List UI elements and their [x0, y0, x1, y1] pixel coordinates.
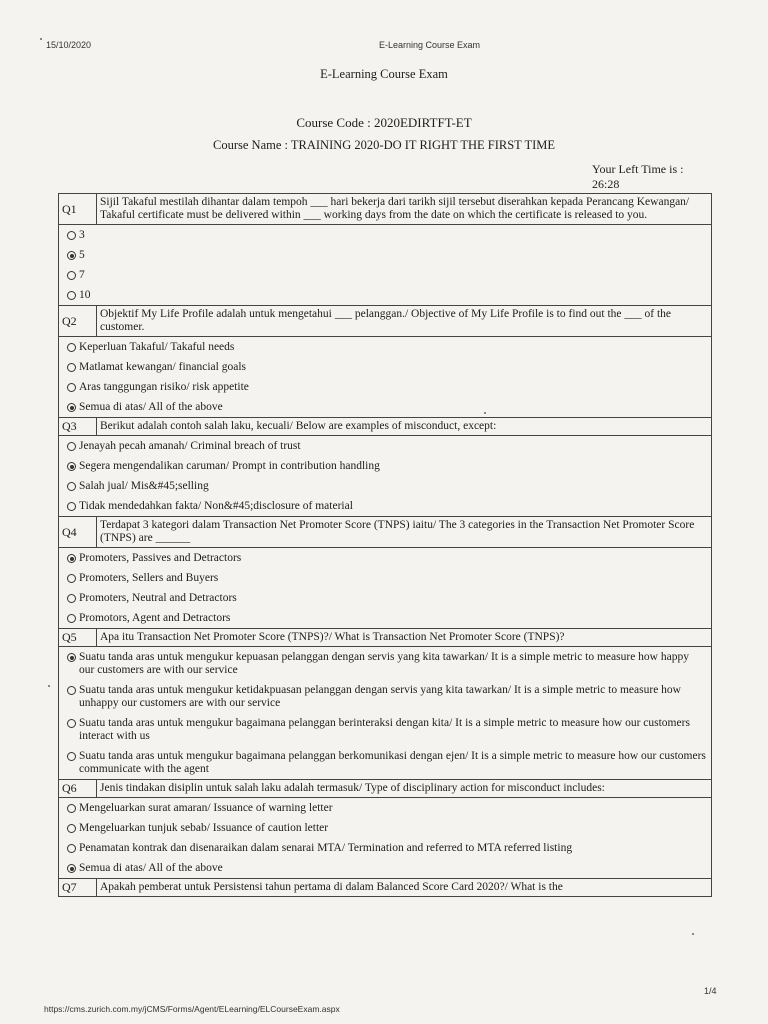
print-url: https://cms.zurich.com.my/jCMS/Forms/Agent/ELearning/ELCourseExam.aspx [44, 1004, 340, 1014]
scan-speck [40, 38, 42, 40]
answer-option-label: Keperluan Takaful/ Takaful needs [79, 341, 235, 353]
answer-option[interactable] [59, 476, 711, 496]
question-row [59, 780, 712, 798]
answer-option[interactable] [59, 746, 711, 779]
radio-unselected-icon[interactable] [67, 231, 76, 240]
answer-options [59, 548, 712, 629]
answer-option-label: Promoters, Neutral and Detractors [79, 592, 237, 604]
answer-options [59, 337, 712, 418]
radio-unselected-icon[interactable] [67, 383, 76, 392]
radio-selected-icon[interactable] [67, 251, 76, 260]
answer-options [59, 436, 712, 517]
answer-option[interactable] [59, 285, 711, 305]
time-remaining [592, 162, 683, 192]
answer-option-label: 10 [79, 289, 91, 301]
answer-option[interactable] [59, 647, 711, 680]
radio-unselected-icon[interactable] [67, 804, 76, 813]
scan-speck [484, 412, 486, 414]
answer-option-label: 5 [79, 249, 85, 261]
answer-option-label: Promoters, Sellers and Buyers [79, 572, 219, 584]
radio-unselected-icon[interactable] [67, 824, 76, 833]
answer-option[interactable] [59, 680, 711, 713]
course-code: Course Code : 2020EDIRTFT-ET [296, 115, 472, 130]
question-text: Apa itu Transaction Net Promoter Score (TNPS)?/ What is Transaction Net Promoter Score (TNPS)? [97, 629, 712, 647]
answer-option[interactable] [59, 818, 711, 838]
answer-option-label: Semua di atas/ All of the above [79, 401, 223, 413]
question-text: Terdapat 3 kategori dalam Transaction Net Promoter Score (TNPS) iaitu/ The 3 categories in the Transaction Net Promoter Score (TNPS) are ______ [97, 517, 712, 548]
question-text: Sijil Takaful mestilah dihantar dalam tempoh ___ hari bekerja dari tarikh sijil tersebut diserahkan kepada Perancang Kewangan/ Takaful certificate must be delivered within ___ working days from the date on which the certificate is released to you. [97, 194, 712, 225]
radio-unselected-icon[interactable] [67, 482, 76, 491]
answer-options [59, 225, 712, 306]
answer-option-label: Suatu tanda aras untuk mengukur kepuasan pelanggan dengan servis yang kita tawarkan/ It is a simple metric to measure how happy our customers are with our service [79, 651, 689, 676]
answer-option[interactable] [59, 568, 711, 588]
radio-unselected-icon[interactable] [67, 442, 76, 451]
question-number: Q6 [59, 780, 97, 798]
radio-unselected-icon[interactable] [67, 594, 76, 603]
radio-unselected-icon[interactable] [67, 291, 76, 300]
answer-option[interactable] [59, 337, 711, 357]
options-row [59, 798, 712, 879]
radio-unselected-icon[interactable] [67, 686, 76, 695]
answer-option-label: Suatu tanda aras untuk mengukur ketidakpuasan pelanggan dengan servis yang kita tawarkan/ It is a simple metric to measure how unhappy our customers are with our service [79, 684, 681, 709]
answer-option[interactable] [59, 713, 711, 746]
radio-selected-icon[interactable] [67, 462, 76, 471]
answer-option[interactable] [59, 548, 711, 568]
answer-option[interactable] [59, 838, 711, 858]
exam-title: E-Learning Course Exam [320, 67, 448, 81]
exam-question-table [58, 193, 712, 897]
radio-unselected-icon[interactable] [67, 271, 76, 280]
question-number: Q7 [59, 879, 97, 897]
radio-unselected-icon[interactable] [67, 502, 76, 511]
options-row [59, 225, 712, 306]
answer-option-label: Promotors, Agent and Detractors [79, 612, 231, 624]
answer-option-label: 7 [79, 269, 85, 281]
answer-option-label: Mengeluarkan surat amaran/ Issuance of warning letter [79, 802, 333, 814]
answer-option-label: Matlamat kewangan/ financial goals [79, 361, 247, 373]
answer-options [59, 647, 712, 780]
answer-option-label: Mengeluarkan tunjuk sebab/ Issuance of caution letter [79, 822, 329, 834]
print-date: 15/10/2020 [46, 40, 92, 50]
question-row [59, 418, 712, 436]
question-row [59, 194, 712, 225]
question-text: Jenis tindakan disiplin untuk salah laku adalah termasuk/ Type of disciplinary action for misconduct includes: [97, 780, 712, 798]
radio-selected-icon[interactable] [67, 403, 76, 412]
radio-unselected-icon[interactable] [67, 752, 76, 761]
time-label: Your Left Time is : [592, 162, 684, 176]
radio-selected-icon[interactable] [67, 554, 76, 563]
question-number: Q1 [59, 194, 97, 225]
radio-unselected-icon[interactable] [67, 363, 76, 372]
answer-option-label: Promoters, Passives and Detractors [79, 552, 242, 564]
time-value: 26:28 [592, 177, 620, 191]
question-number: Q4 [59, 517, 97, 548]
answer-option[interactable] [59, 496, 711, 516]
answer-option[interactable] [59, 245, 711, 265]
options-row [59, 436, 712, 517]
radio-unselected-icon[interactable] [67, 844, 76, 853]
radio-unselected-icon[interactable] [67, 719, 76, 728]
answer-option[interactable] [59, 858, 711, 878]
question-text: Objektif My Life Profile adalah untuk mengetahui ___ pelanggan./ Objective of My Life Profile is to find out the ___ of the customer. [97, 306, 712, 337]
answer-option-label: Suatu tanda aras untuk mengukur bagaimana pelanggan berkomunikasi dengan ejen/ It is a simple metric to measure how our customers communicate with the agent [79, 750, 706, 775]
answer-option-label: Penamatan kontrak dan disenaraikan dalam senarai MTA/ Termination and referred to MTA referred listing [79, 842, 573, 854]
print-title: E-Learning Course Exam [379, 40, 481, 50]
answer-options [59, 798, 712, 879]
answer-option-label: Tidak mendedahkan fakta/ Non&#45;disclosure of material [79, 500, 353, 512]
scan-speck [48, 685, 50, 687]
radio-selected-icon[interactable] [67, 653, 76, 662]
answer-option-label: Suatu tanda aras untuk mengukur bagaimana pelanggan berinteraksi dengan kita/ It is a simple metric to measure how our customers interact with us [79, 717, 690, 742]
answer-option[interactable] [59, 456, 711, 476]
question-text: Berikut adalah contoh salah laku, kecuali/ Below are examples of misconduct, except: [97, 418, 712, 436]
question-row [59, 629, 712, 647]
course-name: Course Name : TRAINING 2020-DO IT RIGHT THE FIRST TIME [213, 138, 555, 152]
answer-option[interactable] [59, 798, 711, 818]
answer-option-label: Semua di atas/ All of the above [79, 862, 223, 874]
answer-option[interactable] [59, 608, 711, 628]
print-page-number: 1/4 [704, 986, 717, 996]
answer-option[interactable] [59, 357, 711, 377]
answer-option[interactable] [59, 397, 711, 417]
options-row [59, 647, 712, 780]
radio-unselected-icon[interactable] [67, 343, 76, 352]
radio-selected-icon[interactable] [67, 864, 76, 873]
question-row [59, 879, 712, 897]
question-number: Q3 [59, 418, 97, 436]
radio-unselected-icon[interactable] [67, 614, 76, 623]
scan-speck [692, 933, 694, 935]
answer-option[interactable] [59, 265, 711, 285]
question-number: Q2 [59, 306, 97, 337]
answer-option[interactable] [59, 225, 711, 245]
answer-option-label: Salah jual/ Mis&#45;selling [79, 480, 209, 492]
question-row [59, 517, 712, 548]
question-number: Q5 [59, 629, 97, 647]
options-row [59, 337, 712, 418]
answer-option[interactable] [59, 377, 711, 397]
options-row [59, 548, 712, 629]
radio-unselected-icon[interactable] [67, 574, 76, 583]
answer-option-label: Jenayah pecah amanah/ Criminal breach of trust [79, 440, 301, 452]
answer-option-label: Segera mengendalikan caruman/ Prompt in contribution handling [79, 460, 380, 472]
answer-option-label: 3 [79, 229, 85, 241]
answer-option[interactable] [59, 436, 711, 456]
question-text: Apakah pemberat untuk Persistensi tahun pertama di dalam Balanced Score Card 2020?/ What is the [97, 879, 712, 897]
question-row [59, 306, 712, 337]
answer-option[interactable] [59, 588, 711, 608]
answer-option-label: Aras tanggungan risiko/ risk appetite [79, 381, 249, 393]
